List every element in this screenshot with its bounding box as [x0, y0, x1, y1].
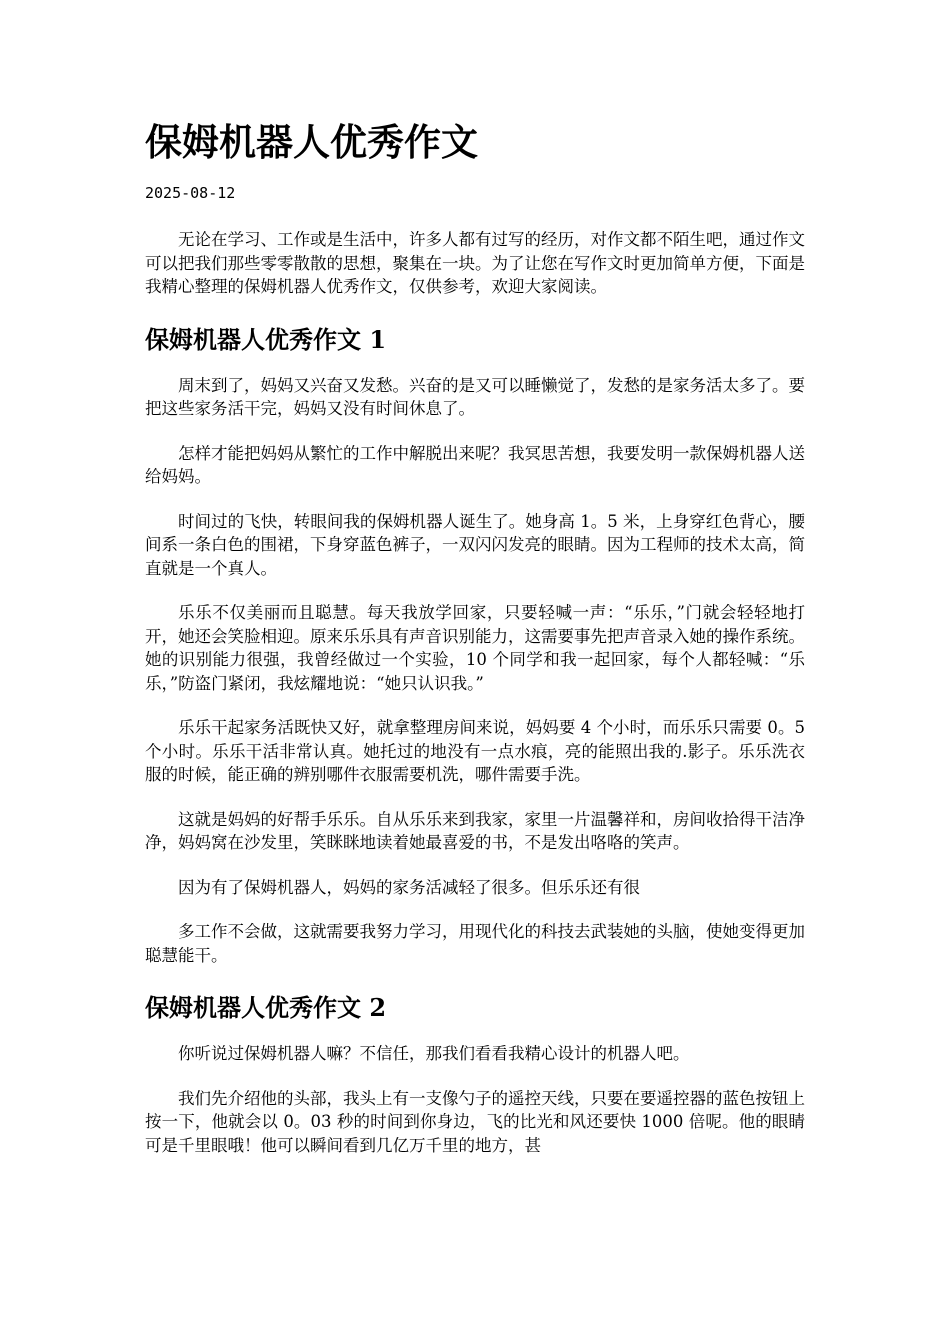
paragraph: 乐乐干起家务活既快又好，就拿整理房间来说，妈妈要 4 个小时，而乐乐只需要 0。5 个小时。乐乐干活非常认真。她托过的地没有一点水痕，亮的能照出我的.影子。乐乐洗衣服的时候，能正确的辨别哪件衣服需要机洗，哪件需要手洗。	[145, 718, 805, 784]
section-heading: 保姆机器人优秀作文 2	[145, 993, 387, 1022]
paragraph: 怎样才能把妈妈从繁忙的工作中解脱出来呢？我冥思苦想，我要发明一款保姆机器人送给妈妈。	[145, 443, 805, 486]
essay-section-1	[145, 320, 805, 968]
paragraph: 这就是妈妈的好帮手乐乐。自从乐乐来到我家，家里一片温馨祥和，房间收拾得干洁净净，妈妈窝在沙发里，笑眯眯地读着她最喜爱的书，不是发出咯咯的笑声。	[145, 809, 805, 852]
document-body	[145, 112, 805, 1178]
paragraph: 乐乐不仅美丽而且聪慧。每天我放学回家，只要轻喊一声：“乐乐，”门就会轻轻地打开，她还会笑脸相迎。原来乐乐具有声音识别能力，这需要事先把声音录入她的操作系统。她的识别能力很强，我曾经做过一个实验，10 个同学和我一起回家，每个人都轻喊：“乐乐，”防盗门紧闭，我炫耀地说：“她只认识我。”	[145, 603, 805, 693]
paragraph: 时间过的飞快，转眼间我的保姆机器人诞生了。她身高 1。5 米，上身穿红色背心，腰间系一条白色的围裙，下身穿蓝色裤子，一双闪闪发亮的眼睛。因为工程师的技术太高，简直就是一个真人。	[145, 511, 805, 578]
essay-section-2	[145, 988, 805, 1157]
paragraph: 因为有了保姆机器人，妈妈的家务活减轻了很多。但乐乐还有很	[178, 877, 640, 897]
paragraph: 我们先介绍他的头部，我头上有一支像勺子的遥控天线，只要在要遥控器的蓝色按钮上按一下，他就会以 0。03 秒的时间到你身边，飞的比光和风还要快 1000 倍呢。他的眼睛可是千里眼哦！他可以瞬间看到几亿万千里的地方，甚	[145, 1088, 805, 1155]
section-heading: 保姆机器人优秀作文 1	[145, 324, 387, 354]
intro-paragraph: 无论在学习、工作或是生活中，许多人都有过写的经历，对作文都不陌生吧，通过作文可以把我们那些零零散散的思想，聚集在一块。为了让您在写作文时更加简单方便，下面是我精心整理的保姆机器人优秀作文，仅供参考，欢迎大家阅读。	[145, 230, 805, 296]
paragraph: 你听说过保姆机器人嘛？不信任，那我们看看我精心设计的机器人吧。	[178, 1044, 690, 1063]
paragraph: 周末到了，妈妈又兴奋又发愁。兴奋的是又可以睡懒觉了，发愁的是家务活太多了。要把这些家务活干完，妈妈又没有时间休息了。	[145, 375, 805, 418]
paragraph: 多工作不会做，这就需要我努力学习，用现代化的科技去武装她的头脑，使她变得更加聪慧能干。	[145, 922, 805, 965]
page-title: 保姆机器人优秀作文	[145, 120, 478, 164]
publish-date: 2025-08-12	[145, 184, 236, 202]
